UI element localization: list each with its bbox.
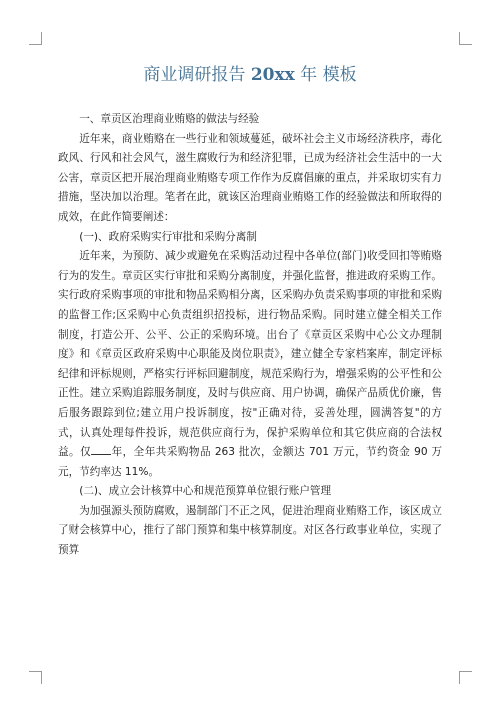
crop-mark-top-right bbox=[459, 32, 472, 45]
paragraph-2-text: 近年来，为预防、减少或避免在采购活动过程中各单位(部门)收受回扣等贿赂行为的发生。章贡区实行审批和采购分离制度，并强化监督，推进政府采购工作。实行政府采购事项的审批和物品采购相分离，区采购办负责采购事项的审批和采购的监督工作;区采购中心负责组织招投标，进行物品采购。同时建立健全相关工作制度，打造公开、公平、公正的采购环境。出台了《章贡区采购中心公文办理制度》和《章贡区政府采购中心职能及岗位职责》，建立健全专家档案库，制定评标纪律和评标规则，严格实行评标回避制度，规范采购行为，增强采购的公平性和公正性。建立采购追踪服务制度，及时与供应商、用户协调，确保产品质优价廉，售后服务跟踪到位;建立用户投诉制度，按"正确对待，妥善处理，圆满答复"的方式，认真处理每件投诉，规范供应商行为，保护采购单位和其它供应商的合法权益。仅 bbox=[58, 250, 442, 459]
section-heading-3: (二)、成立会计核算中心和规范预算单位银行账户管理 bbox=[79, 485, 332, 498]
document-body bbox=[58, 110, 442, 561]
paragraph-1: 近年来，商业贿赂在一些行业和领域蔓延，破坏社会主义市场经济秩序，毒化政风、行风和社会风气，滋生腐败行为和经济犯罪，已成为经济社会生活中的一大公害，章贡区把开展治理商业贿赂专项工作作为反腐倡廉的重点，并采取切实有力措施，坚决加以治理。笔者在此，就该区治理商业贿赂工作的经验做法和所取得的成效，在此作简要阐述： bbox=[58, 132, 442, 223]
document-title bbox=[0, 64, 500, 86]
title-text-2: 年 模板 bbox=[300, 65, 357, 85]
crop-mark-bottom-left bbox=[29, 671, 42, 684]
paragraph-2 bbox=[58, 247, 442, 482]
paragraph-3: 为加强源头预防腐败，遏制部门不正之风，促进治理商业贿赂工作，该区成立了财会核算中心，推行了部门预算和集中核算制度。对区各行政事业单位，实现了预算 bbox=[58, 504, 442, 557]
title-year: 20xx bbox=[250, 65, 295, 85]
section-heading-1: 一、章贡区治理商业贿赂的做法与经验 bbox=[79, 113, 260, 125]
crop-mark-top-left bbox=[29, 32, 42, 45]
title-text-1: 商业调研报告 bbox=[143, 65, 246, 85]
year-blank bbox=[91, 443, 111, 455]
crop-mark-bottom-right bbox=[459, 671, 472, 684]
paragraph-2-tail: 年，全年共采购物品 263 批次，金额达 701 万元，节约资金 90 万元，节约率达 11%。 bbox=[58, 446, 443, 478]
section-heading-2: (一)、政府采购实行审批和采购分离制 bbox=[79, 230, 257, 243]
